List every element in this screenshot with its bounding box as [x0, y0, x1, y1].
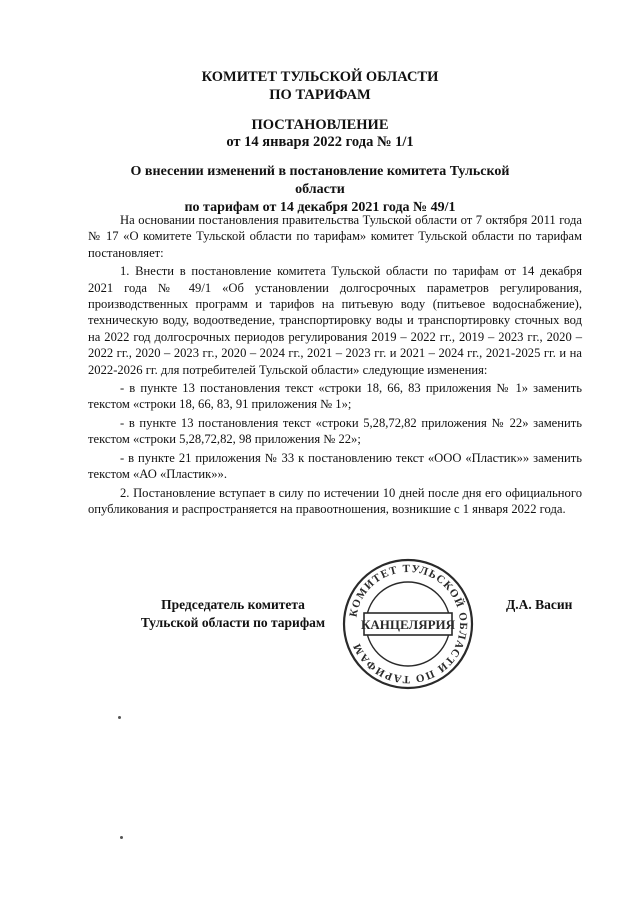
change-3-paragraph: - в пункте 21 приложения № 33 к постановлению текст «ООО «Пластик»» заменить текстом «АО «Пластик»». — [88, 450, 582, 482]
subject-line2: по тарифам от 14 декабря 2021 года № 49/1 — [184, 200, 456, 215]
org-name-line1: КОМИТЕТ ТУЛЬСКОЙ ОБЛАСТИ — [201, 69, 439, 85]
decree-title — [0, 117, 640, 151]
office-stamp — [340, 556, 476, 692]
subject-line1: О внесении изменений в постановление комитета Тульской области — [130, 164, 510, 197]
decree-body — [88, 212, 582, 519]
decree-date-number: от 14 января 2022 года № 1/1 — [226, 134, 414, 150]
org-name-line2: ПО ТАРИФАМ — [269, 87, 371, 103]
decree-type: ПОСТАНОВЛЕНИЕ — [251, 117, 389, 133]
item-1-paragraph: 1. Внести в постановление комитета Тульской области по тарифам от 14 декабря 2021 года № 49/1 «Об установлении долгосрочных параметров регулирования, производственных программ и тарифов на питьевую воду (питьевое водоснабжение), техническую воду, водоотведение, транспортировку воды и транспортировку сточных вод на 2022 год долгосрочных периодов регулирования 2019 – 2022 гг., 2019 – 2023 гг., 2020 – 2022 гг., 2020 – 2023 гг., 2020 – 2024 гг., 2021 – 2023 гг. и 2021 – 2024 гг., 2021-2025 гг. и на 2022-2026 гг. для потребителей Тульской области» следующие изменения: — [88, 264, 582, 377]
scan-speck — [120, 836, 123, 839]
item-2-paragraph: 2. Постановление вступает в силу по истечении 10 дней после дня его официального опубликования и распространяется на правоотношения, возникшие с 1 января 2022 года. — [88, 485, 582, 516]
signer-title-line2: Тульской области по тарифам — [140, 615, 326, 630]
signer-name: Д.А. Васин — [506, 597, 573, 612]
scan-speck — [118, 716, 121, 719]
change-2-paragraph: - в пункте 13 постановления текст «строки 5,28,72,82 приложения № 22» заменить текстом «строки 5,28,72,82, 98 приложения № 22»; — [88, 415, 582, 447]
signer-title — [118, 596, 348, 632]
document-header — [0, 68, 640, 104]
stamp-ring-text: КОМИТЕТ ТУЛЬСКОЙ ОБЛАСТИ ПО ТАРИФАМ — [347, 562, 470, 686]
stamp-center-text: КАНЦЕЛЯРИЯ — [360, 617, 456, 632]
signer-title-line1: Председатель комитета — [161, 597, 305, 612]
decree-subject — [120, 163, 520, 217]
preamble-paragraph: На основании постановления правительства Тульской области от 7 октября 2011 года № 17 «О комитете Тульской области по тарифам» комитет Тульской области по тарифам постановляет: — [88, 213, 582, 260]
change-1-paragraph: - в пункте 13 постановления текст «строки 18, 66, 83 приложения № 1» заменить текстом «строки 18, 66, 83, 91 приложения № 1»; — [88, 381, 582, 412]
